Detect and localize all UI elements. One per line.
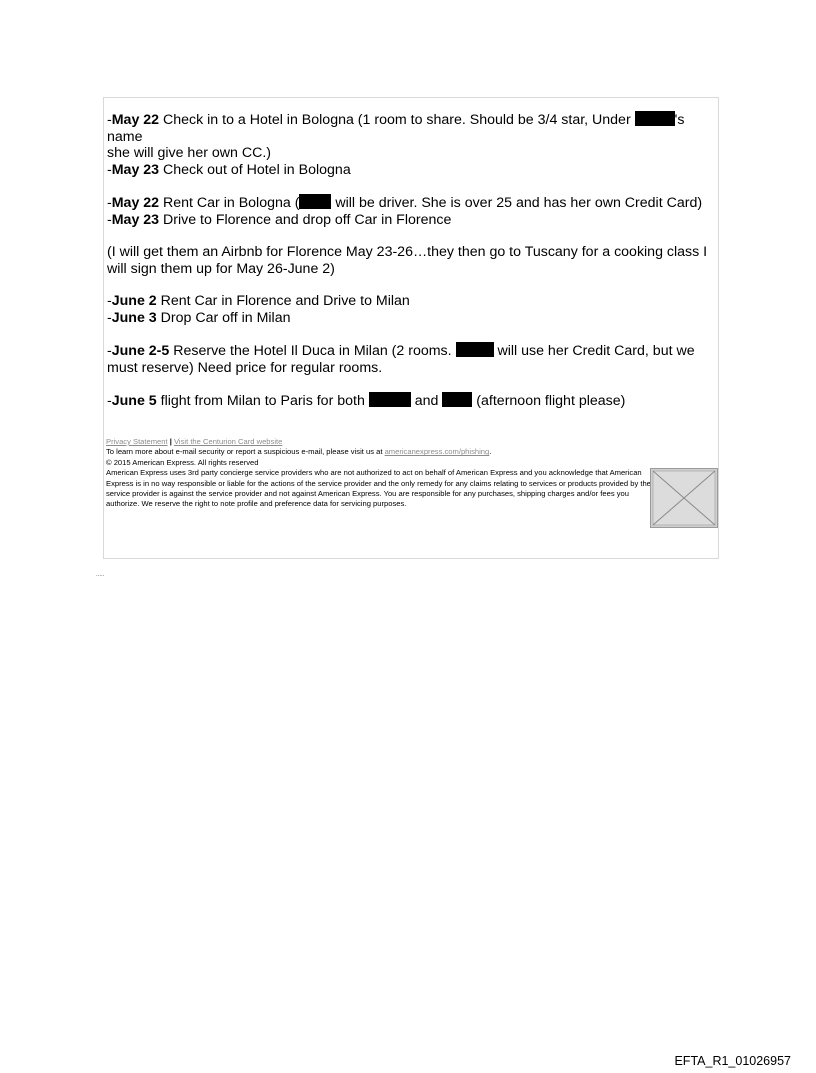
itinerary-text: 's name xyxy=(107,112,685,145)
itinerary-line: -June 3 Drop Car off in Milan xyxy=(107,309,291,326)
phishing-link[interactable]: americanexpress.com/phishing xyxy=(384,447,490,457)
copyright: © 2015 American Express. All rights reserved xyxy=(106,457,259,467)
itinerary-date: June 3 xyxy=(111,309,157,326)
itinerary-text: Rent Car in Bologna ( xyxy=(159,195,300,211)
itinerary-text: and xyxy=(410,393,443,409)
security-suffix: . xyxy=(489,447,492,457)
link-separator: | xyxy=(169,437,172,446)
itinerary-line: she will give her own CC.) xyxy=(107,145,272,161)
redaction-block xyxy=(442,392,472,407)
itinerary-line: -May 23 Drive to Florence and drop off Car in Florence xyxy=(107,211,452,228)
itinerary-line: (I will get them an Airbnb for Florence May 23-26…they then go to Tuscany for a cooking class I xyxy=(107,244,708,260)
itinerary-line: -June 2 Rent Car in Florence and Drive to Milan xyxy=(107,293,410,309)
itinerary-date: June 5 xyxy=(111,393,157,409)
email-footer xyxy=(106,437,651,510)
broken-image-icon xyxy=(650,468,718,528)
footer-links xyxy=(106,437,651,447)
itinerary-line: -May 22 Check in to a Hotel in Bologna (1 room to share. Should be 3/4 star, Under 's name xyxy=(107,112,685,145)
itinerary-line: -May 22 Rent Car in Bologna ( will be driver. She is over 25 and has her own Credit Card) xyxy=(107,195,703,211)
itinerary-body xyxy=(107,111,719,410)
security-notice xyxy=(106,447,651,457)
itinerary-line: must reserve) Need price for regular rooms. xyxy=(107,359,383,376)
itinerary-text: Drive to Florence and drop off Car in Florence xyxy=(159,211,452,228)
itinerary-date: May 22 xyxy=(111,195,160,211)
itinerary-text: will use her Credit Card, but we xyxy=(493,343,695,359)
disclaimer: American Express uses 3rd party concierge service providers who are not authorized to act on behalf of American Express and you acknowledge that American Express is in no way responsible or liable for the actions of the service provider and the only remedy for any claims relating to services or products provided by the service provider is against the service provider and not against American Express. You are responsible for any purchases, shipping charges and/or fees you authorize. We reserve the right to note profile and preference data for servicing purposes. xyxy=(106,468,651,509)
itinerary-line: will sign them up for May 26-June 2) xyxy=(107,260,335,277)
itinerary-text: (afternoon flight please) xyxy=(472,393,626,409)
redaction-block xyxy=(369,392,411,407)
itinerary-date: May 23 xyxy=(111,211,160,228)
itinerary-text: Check in to a Hotel in Bologna (1 room to share. Should be 3/4 star, Under xyxy=(159,112,635,128)
itinerary-date: May 23 xyxy=(111,161,160,178)
itinerary-date: June 2 xyxy=(111,293,157,309)
itinerary-text: will be driver. She is over 25 and has her own Credit Card) xyxy=(331,195,703,211)
security-text: To learn more about e-mail security or report a suspicious e-mail, please visit us at xyxy=(106,447,385,457)
centurion-website-link[interactable]: Visit the Centurion Card website xyxy=(174,437,283,446)
itinerary-text: Reserve the Hotel Il Duca in Milan (2 rooms. xyxy=(169,343,456,359)
itinerary-date: May 22 xyxy=(111,112,160,128)
document-id: EFTA_R1_01026957 xyxy=(674,1054,791,1068)
redaction-block xyxy=(299,194,331,209)
redaction-block xyxy=(456,342,494,357)
itinerary-text: Check out of Hotel in Bologna xyxy=(159,161,351,178)
itinerary-text: Rent Car in Florence and Drive to Milan xyxy=(156,293,410,309)
itinerary-line: -May 23 Check out of Hotel in Bologna xyxy=(107,161,351,178)
itinerary-text: flight from Milan to Paris for both xyxy=(156,393,369,409)
itinerary-date: June 2-5 xyxy=(111,343,170,359)
privacy-statement-link[interactable]: Privacy Statement xyxy=(106,437,168,446)
scan-dots: ..... xyxy=(96,572,105,578)
redaction-block xyxy=(635,111,675,126)
itinerary-line: -June 5 flight from Milan to Paris for both and (afternoon flight please) xyxy=(107,393,626,409)
itinerary-text: Drop Car off in Milan xyxy=(156,309,291,326)
itinerary-line: -June 2-5 Reserve the Hotel Il Duca in Milan (2 rooms. will use her Credit Card, but we xyxy=(107,343,695,359)
